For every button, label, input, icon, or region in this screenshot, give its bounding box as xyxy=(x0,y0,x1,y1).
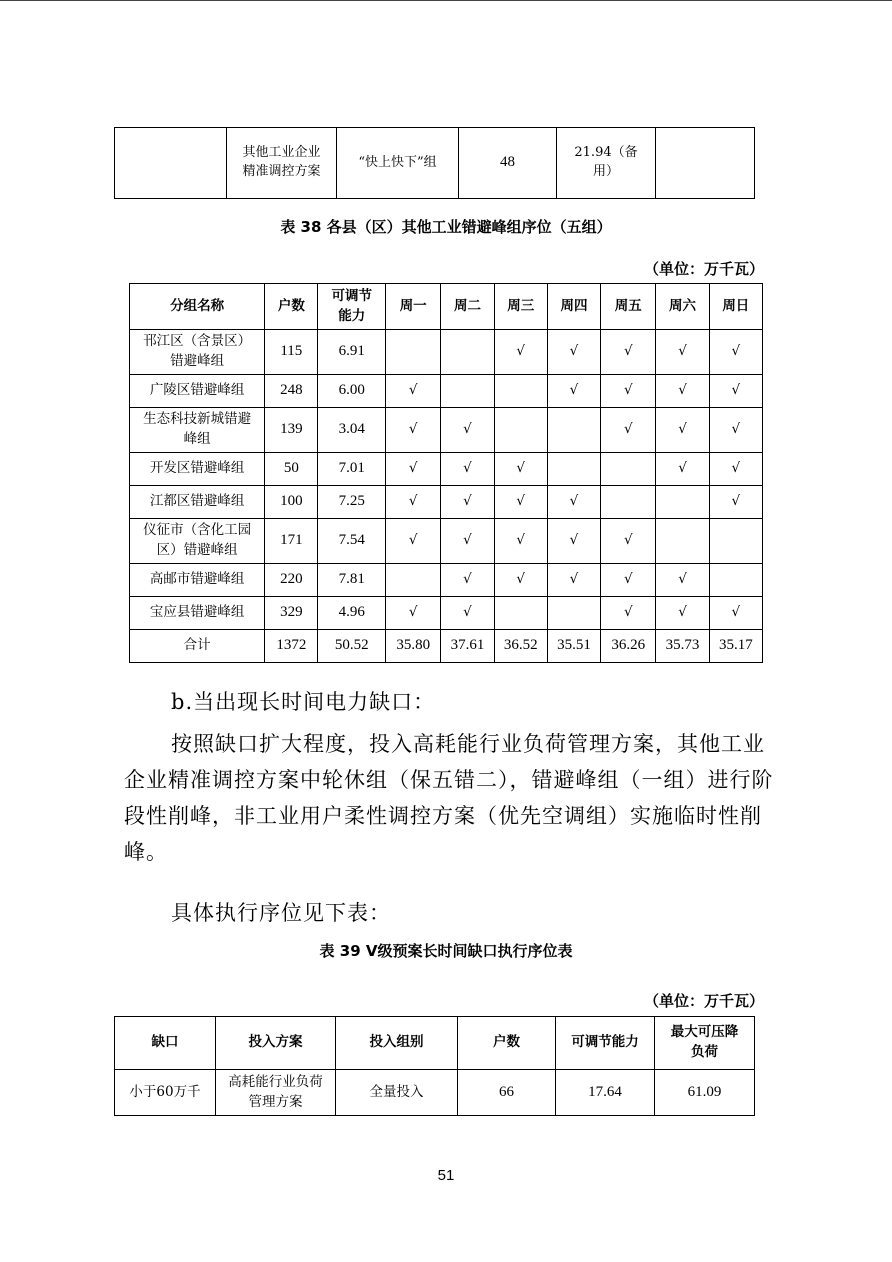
column-header: 投入方案 xyxy=(216,1017,336,1070)
column-header: 周三 xyxy=(494,284,547,330)
table-row xyxy=(130,408,763,453)
check-mark: √ xyxy=(547,564,600,597)
table-cell: 7.25 xyxy=(318,486,386,519)
table-row xyxy=(130,564,763,597)
table-cell xyxy=(386,330,441,375)
check-mark: √ xyxy=(494,519,547,564)
check-mark: √ xyxy=(386,375,441,408)
check-mark: √ xyxy=(709,408,762,453)
table-header-row xyxy=(115,1017,755,1070)
column-header: 周六 xyxy=(656,284,709,330)
table-cell: 全量投入 xyxy=(336,1070,458,1116)
table-cell xyxy=(494,408,547,453)
check-mark: √ xyxy=(386,453,441,486)
check-mark: √ xyxy=(601,375,656,408)
table-cell: 35.17 xyxy=(709,630,762,663)
check-mark: √ xyxy=(494,330,547,375)
table-cell xyxy=(115,128,227,199)
table-cell xyxy=(441,375,494,408)
table-cell xyxy=(441,330,494,375)
table-cell xyxy=(709,564,762,597)
column-header: 周一 xyxy=(386,284,441,330)
table-cell: 35.80 xyxy=(386,630,441,663)
table-cell: 高邮市错避峰组 xyxy=(130,564,265,597)
check-mark: √ xyxy=(441,519,494,564)
table-cell: 宝应县错避峰组 xyxy=(130,597,265,630)
table-cell xyxy=(656,128,755,199)
table-row xyxy=(130,597,763,630)
check-mark: √ xyxy=(601,330,656,375)
table-cell xyxy=(601,486,656,519)
table-cell: 66 xyxy=(458,1070,556,1116)
page-top-border xyxy=(0,0,892,1)
table-cell: 广陵区错避峰组 xyxy=(130,375,265,408)
table-cell: 邗江区（含景区）错避峰组 xyxy=(130,330,265,375)
table-cell xyxy=(656,519,709,564)
table-cell: 115 xyxy=(265,330,318,375)
table-cell: 48 xyxy=(459,128,557,199)
check-mark: √ xyxy=(441,564,494,597)
table-cell: 36.52 xyxy=(494,630,547,663)
table-cell: 61.09 xyxy=(655,1070,755,1116)
table-38 xyxy=(129,283,763,663)
check-mark: √ xyxy=(656,597,709,630)
table-cell: 21.94（备用） xyxy=(557,128,656,199)
check-mark: √ xyxy=(601,519,656,564)
table-39-caption: 表 39 Ⅴ级预案长时间缺口执行序位表 xyxy=(319,942,573,960)
heading-b-text: b.当出现长时间电力缺口： xyxy=(171,690,436,714)
check-mark: √ xyxy=(547,486,600,519)
table-cell: 248 xyxy=(265,375,318,408)
check-mark: √ xyxy=(709,486,762,519)
check-mark: √ xyxy=(656,564,709,597)
column-header: 最大可压降负荷 xyxy=(655,1017,755,1070)
check-mark: √ xyxy=(656,330,709,375)
table-cell: 高耗能行业负荷管理方案 xyxy=(216,1070,336,1116)
table-cell: 3.04 xyxy=(318,408,386,453)
check-mark: √ xyxy=(386,597,441,630)
table-cell: 35.73 xyxy=(656,630,709,663)
check-mark: √ xyxy=(494,486,547,519)
table-cell: 7.54 xyxy=(318,519,386,564)
check-mark: √ xyxy=(601,597,656,630)
table-cell: 小于60万千 xyxy=(115,1070,216,1116)
table-cell: 4.96 xyxy=(318,597,386,630)
page-number: 51 xyxy=(437,1167,455,1184)
table-row xyxy=(130,453,763,486)
table-row xyxy=(130,486,763,519)
check-mark: √ xyxy=(709,375,762,408)
table-cell: 171 xyxy=(265,519,318,564)
paragraph-2: 具体执行序位见下表： xyxy=(171,901,391,925)
check-mark: √ xyxy=(441,453,494,486)
check-mark: √ xyxy=(386,408,441,453)
column-header: 投入组别 xyxy=(336,1017,458,1070)
column-header: 可调节能力 xyxy=(318,284,386,330)
table-cell: 6.91 xyxy=(318,330,386,375)
table-cell xyxy=(601,453,656,486)
check-mark: √ xyxy=(547,519,600,564)
table-cell: 仪征市（含化工园区）错避峰组 xyxy=(130,519,265,564)
paragraph-1: 按照缺口扩大程度，投入高耗能行业负荷管理方案，其他工业企业精准调控方案中轮休组（保五错二），错避峰组（一组）进行阶段性削峰，非工业用户柔性调控方案（优先空调组）实施临时性削峰。 xyxy=(124,732,774,864)
column-header: 缺口 xyxy=(115,1017,216,1070)
check-mark: √ xyxy=(709,453,762,486)
table-header-row xyxy=(130,284,763,330)
table-row xyxy=(115,128,755,199)
check-mark: √ xyxy=(601,564,656,597)
table-39-unit: （单位：万千瓦） xyxy=(643,992,764,1010)
table-cell: 50 xyxy=(265,453,318,486)
table-cell: 合计 xyxy=(130,630,265,663)
check-mark: √ xyxy=(441,597,494,630)
table-cell: 100 xyxy=(265,486,318,519)
check-mark: √ xyxy=(709,330,762,375)
table-cell xyxy=(709,519,762,564)
column-header: 可调节能力 xyxy=(556,1017,655,1070)
check-mark: √ xyxy=(494,564,547,597)
table-cell: 35.51 xyxy=(547,630,600,663)
check-mark: √ xyxy=(709,597,762,630)
column-header: 户数 xyxy=(458,1017,556,1070)
table-38-caption: 表 38 各县（区）其他工业错避峰组序位（五组） xyxy=(280,218,612,236)
table-cell: 50.52 xyxy=(318,630,386,663)
table-cell xyxy=(494,597,547,630)
table-cell: 江都区错避峰组 xyxy=(130,486,265,519)
table-38-unit: （单位：万千瓦） xyxy=(643,260,764,278)
column-header: 周四 xyxy=(547,284,600,330)
column-header: 周日 xyxy=(709,284,762,330)
check-mark: √ xyxy=(656,375,709,408)
table-cell: 36.26 xyxy=(601,630,656,663)
table-cell xyxy=(547,408,600,453)
check-mark: √ xyxy=(547,330,600,375)
table-row xyxy=(130,519,763,564)
column-header: 周五 xyxy=(601,284,656,330)
table-cell: 6.00 xyxy=(318,375,386,408)
table-39 xyxy=(114,1016,755,1116)
table-cell xyxy=(494,375,547,408)
table-cell: 其他工业企业精准调控方案 xyxy=(227,128,337,199)
table-cell: 329 xyxy=(265,597,318,630)
table-cell xyxy=(547,453,600,486)
table-cell: 220 xyxy=(265,564,318,597)
heading-b xyxy=(124,684,774,720)
table-38-body xyxy=(130,330,763,663)
check-mark: √ xyxy=(386,486,441,519)
table-cell: 7.81 xyxy=(318,564,386,597)
check-mark: √ xyxy=(386,519,441,564)
table-cell: “快上快下”组 xyxy=(337,128,459,199)
table-row xyxy=(130,330,763,375)
table-row xyxy=(130,375,763,408)
check-mark: √ xyxy=(601,408,656,453)
table-cell: 开发区错避峰组 xyxy=(130,453,265,486)
table-cell: 生态科技新城错避峰组 xyxy=(130,408,265,453)
check-mark: √ xyxy=(656,408,709,453)
column-header: 周二 xyxy=(441,284,494,330)
check-mark: √ xyxy=(441,408,494,453)
table-cell xyxy=(547,597,600,630)
check-mark: √ xyxy=(441,486,494,519)
table-cell: 1372 xyxy=(265,630,318,663)
table-cell: 37.61 xyxy=(441,630,494,663)
table-cell: 139 xyxy=(265,408,318,453)
table-cell: 17.64 xyxy=(556,1070,655,1116)
column-header: 户数 xyxy=(265,284,318,330)
check-mark: √ xyxy=(494,453,547,486)
table-cell: 7.01 xyxy=(318,453,386,486)
column-header: 分组名称 xyxy=(130,284,265,330)
table-37-continued xyxy=(114,127,755,199)
table-cell xyxy=(386,564,441,597)
check-mark: √ xyxy=(656,453,709,486)
check-mark: √ xyxy=(547,375,600,408)
total-row xyxy=(130,630,763,663)
table-cell xyxy=(656,486,709,519)
table-row xyxy=(115,1070,755,1116)
